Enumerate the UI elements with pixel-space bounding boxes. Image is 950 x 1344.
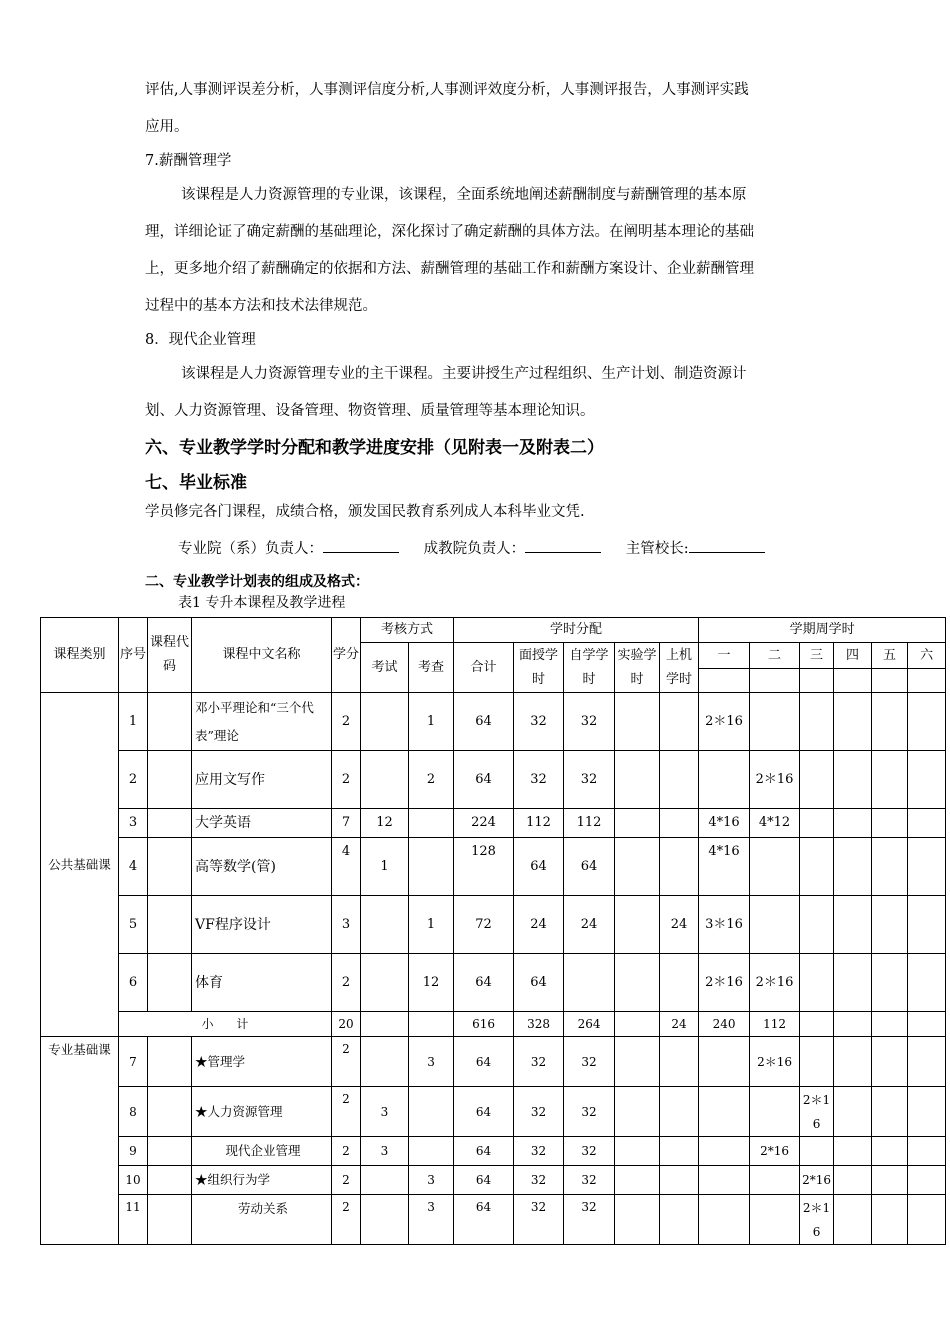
cell-term-1: 4*16 bbox=[699, 809, 750, 838]
cell-term-2 bbox=[750, 838, 800, 896]
cell-name: 应用文写作 bbox=[192, 751, 332, 809]
subtotal-total: 616 bbox=[454, 1012, 514, 1037]
cell-name: 邓小平理论和“三个代表”理论 bbox=[192, 693, 332, 751]
header-exam: 考试 bbox=[361, 643, 409, 693]
empty-cell bbox=[699, 1087, 750, 1137]
cell-computer: 24 bbox=[660, 896, 699, 954]
empty-cell bbox=[615, 1087, 660, 1137]
empty-cell bbox=[409, 1012, 454, 1037]
cell-check: 1 bbox=[409, 693, 454, 751]
empty-cell bbox=[800, 1012, 834, 1037]
empty-cell bbox=[908, 954, 946, 1012]
empty-cell bbox=[908, 1166, 946, 1195]
cell-term-2: 2＊16 bbox=[750, 1037, 800, 1087]
header-term-5: 五 bbox=[872, 643, 908, 669]
text-line: 理，详细论证了确定薪酬的基础理论，深化探讨了确定薪酬的具体方法。在阐明基本理论的基础 bbox=[145, 224, 754, 240]
header-lecture: 面授学时 bbox=[514, 643, 564, 693]
empty-cell bbox=[750, 669, 800, 693]
header-weekly: 学期周学时 bbox=[699, 618, 946, 643]
cell-term-2 bbox=[750, 1087, 800, 1137]
cell-total: 72 bbox=[454, 896, 514, 954]
empty-cell bbox=[908, 1137, 946, 1166]
cell-term-2: 2＊16 bbox=[750, 751, 800, 809]
cell-term-2 bbox=[750, 896, 800, 954]
cell-seq: 1 bbox=[119, 693, 148, 751]
cell-code bbox=[148, 1137, 192, 1166]
empty-cell bbox=[872, 954, 908, 1012]
empty-cell bbox=[800, 693, 834, 751]
cell-lecture: 32 bbox=[514, 1137, 564, 1166]
sig-college-label: 成教院负责人： bbox=[423, 541, 526, 557]
cell-exam bbox=[361, 896, 409, 954]
empty-cell bbox=[872, 896, 908, 954]
cell-check bbox=[409, 838, 454, 896]
cell-total: 64 bbox=[454, 1137, 514, 1166]
empty-cell bbox=[908, 669, 946, 693]
empty-cell bbox=[615, 1037, 660, 1087]
cell-name: 现代企业管理 bbox=[192, 1137, 332, 1166]
empty-cell bbox=[872, 751, 908, 809]
text-line: 该课程是人力资源管理的专业课，该课程，全面系统地阐述薪酬制度与薪酬管理的基本原 bbox=[181, 187, 747, 203]
empty-cell bbox=[834, 896, 872, 954]
text-line: 该课程是人力资源管理专业的主干课程。主要讲授生产过程组织、生产计划、制造资源计 bbox=[181, 366, 747, 382]
empty-cell bbox=[660, 1166, 699, 1195]
empty-cell bbox=[615, 1195, 660, 1245]
cell-check: 2 bbox=[409, 751, 454, 809]
cell-code bbox=[148, 1087, 192, 1137]
subtotal-term-1: 240 bbox=[699, 1012, 750, 1037]
cell-term-1: 4*16 bbox=[699, 838, 750, 896]
table-row bbox=[41, 809, 946, 838]
cell-computer bbox=[660, 693, 699, 751]
empty-cell bbox=[699, 1166, 750, 1195]
empty-cell bbox=[908, 809, 946, 838]
cell-lecture: 32 bbox=[514, 1195, 564, 1245]
cell-term-2 bbox=[750, 693, 800, 751]
table-row bbox=[41, 693, 946, 751]
empty-cell bbox=[834, 838, 872, 896]
empty-cell bbox=[800, 669, 834, 693]
cell-lecture: 24 bbox=[514, 896, 564, 954]
cell-seq: 9 bbox=[119, 1137, 148, 1166]
cell-code bbox=[148, 1195, 192, 1245]
cell-lab bbox=[615, 838, 660, 896]
cell-self: 32 bbox=[564, 1087, 615, 1137]
empty-cell bbox=[660, 1195, 699, 1245]
empty-cell bbox=[699, 1137, 750, 1166]
cell-code bbox=[148, 751, 192, 809]
empty-cell bbox=[908, 1012, 946, 1037]
empty-cell bbox=[908, 838, 946, 896]
cell-credit: 2 bbox=[332, 1087, 361, 1137]
text-line: 划、人力资源管理、设备管理、物资管理、质量管理等基本理论知识。 bbox=[145, 403, 595, 419]
header-code: 课程代码 bbox=[148, 618, 192, 693]
header-term-2: 二 bbox=[750, 643, 800, 669]
cell-lab bbox=[615, 751, 660, 809]
cell-credit: 2 bbox=[332, 693, 361, 751]
cell-check: 1 bbox=[409, 896, 454, 954]
empty-cell bbox=[834, 1012, 872, 1037]
cell-seq: 10 bbox=[119, 1166, 148, 1195]
header-term-4: 四 bbox=[834, 643, 872, 669]
cell-name: ★组织行为学 bbox=[192, 1166, 332, 1195]
empty-cell bbox=[908, 1037, 946, 1087]
empty-cell bbox=[908, 693, 946, 751]
cell-term-1: 2＊16 bbox=[699, 693, 750, 751]
cell-seq: 4 bbox=[119, 838, 148, 896]
header-assess: 考核方式 bbox=[361, 618, 454, 643]
empty-cell bbox=[872, 1166, 908, 1195]
cell-self: 32 bbox=[564, 1195, 615, 1245]
category-major: 专业基础课 bbox=[41, 1037, 119, 1245]
cell-lab bbox=[615, 693, 660, 751]
cell-credit: 4 bbox=[332, 838, 361, 896]
cell-total: 128 bbox=[454, 838, 514, 896]
cell-check: 12 bbox=[409, 954, 454, 1012]
empty-cell bbox=[872, 1037, 908, 1087]
empty-cell bbox=[699, 1037, 750, 1087]
cell-self: 32 bbox=[564, 1137, 615, 1166]
table-row bbox=[41, 751, 946, 809]
cell-check: 3 bbox=[409, 1195, 454, 1245]
category-public: 公共基础课 bbox=[41, 693, 119, 1037]
cell-term-3 bbox=[800, 1137, 834, 1166]
header-term-3: 三 bbox=[800, 643, 834, 669]
cell-exam bbox=[361, 1037, 409, 1087]
cell-lecture: 32 bbox=[514, 751, 564, 809]
empty-cell bbox=[800, 809, 834, 838]
cell-credit: 3 bbox=[332, 896, 361, 954]
cell-total: 64 bbox=[454, 954, 514, 1012]
cell-computer bbox=[660, 954, 699, 1012]
cell-code bbox=[148, 896, 192, 954]
sig-blank bbox=[689, 538, 765, 553]
cell-check: 3 bbox=[409, 1166, 454, 1195]
header-self: 自学学时 bbox=[564, 643, 615, 693]
cell-exam bbox=[361, 954, 409, 1012]
cell-lab bbox=[615, 896, 660, 954]
cell-check bbox=[409, 1087, 454, 1137]
cell-seq: 2 bbox=[119, 751, 148, 809]
subtotal-row bbox=[41, 1012, 946, 1037]
table-row bbox=[41, 1137, 946, 1166]
empty-cell bbox=[872, 1137, 908, 1166]
empty-cell bbox=[660, 1137, 699, 1166]
text-line: 上，更多地介绍了薪酬确定的依据和方法、薪酬管理的基础工作和薪酬方案设计、企业薪酬管理 bbox=[145, 261, 754, 277]
cell-credit: 2 bbox=[332, 751, 361, 809]
header-name: 课程中文名称 bbox=[192, 618, 332, 693]
empty-cell bbox=[800, 751, 834, 809]
empty-cell bbox=[872, 838, 908, 896]
cell-self: 64 bbox=[564, 838, 615, 896]
table-row bbox=[41, 1087, 946, 1137]
course-plan-table bbox=[40, 617, 946, 1245]
empty-cell bbox=[872, 1195, 908, 1245]
header-category: 课程类别 bbox=[41, 618, 119, 693]
text-line: 应用。 bbox=[145, 119, 189, 135]
subtotal-label: 小 计 bbox=[119, 1012, 332, 1037]
header-hours: 学时分配 bbox=[454, 618, 699, 643]
empty-cell bbox=[908, 896, 946, 954]
empty-cell bbox=[908, 751, 946, 809]
subtotal-credit: 20 bbox=[332, 1012, 361, 1037]
cell-self: 112 bbox=[564, 809, 615, 838]
table-caption: 表1 专升本课程及教学进程 bbox=[178, 595, 346, 611]
cell-term-2: 2＊16 bbox=[750, 954, 800, 1012]
cell-lecture: 64 bbox=[514, 954, 564, 1012]
subtotal-term-2: 112 bbox=[750, 1012, 800, 1037]
cell-term-1 bbox=[699, 751, 750, 809]
cell-term-2: 4*12 bbox=[750, 809, 800, 838]
cell-exam bbox=[361, 693, 409, 751]
cell-name: 体育 bbox=[192, 954, 332, 1012]
cell-term-1: 2＊16 bbox=[699, 954, 750, 1012]
cell-seq: 5 bbox=[119, 896, 148, 954]
empty-cell bbox=[834, 669, 872, 693]
cell-total: 64 bbox=[454, 1166, 514, 1195]
cell-credit: 2 bbox=[332, 1037, 361, 1087]
empty-cell bbox=[834, 751, 872, 809]
empty-cell bbox=[834, 809, 872, 838]
empty-cell bbox=[615, 1012, 660, 1037]
section-title-7: 7.薪酬管理学 bbox=[145, 153, 232, 169]
table-row bbox=[41, 1195, 946, 1245]
empty-cell bbox=[615, 1166, 660, 1195]
cell-seq: 8 bbox=[119, 1087, 148, 1137]
empty-cell bbox=[699, 669, 750, 693]
cell-code bbox=[148, 693, 192, 751]
empty-cell bbox=[872, 669, 908, 693]
section-title-8: 8．现代企业管理 bbox=[145, 332, 256, 348]
cell-code bbox=[148, 954, 192, 1012]
cell-exam: 12 bbox=[361, 809, 409, 838]
table-row bbox=[41, 896, 946, 954]
cell-seq: 3 bbox=[119, 809, 148, 838]
header-check: 考查 bbox=[409, 643, 454, 693]
cell-code bbox=[148, 838, 192, 896]
cell-credit: 2 bbox=[332, 1195, 361, 1245]
subtotal-lecture: 328 bbox=[514, 1012, 564, 1037]
cell-exam: 3 bbox=[361, 1137, 409, 1166]
cell-total: 64 bbox=[454, 1037, 514, 1087]
cell-check bbox=[409, 809, 454, 838]
cell-term-2 bbox=[750, 1166, 800, 1195]
header-lab: 实验学时 bbox=[615, 643, 660, 693]
cell-term-3 bbox=[800, 1037, 834, 1087]
cell-seq: 6 bbox=[119, 954, 148, 1012]
cell-term-2: 2*16 bbox=[750, 1137, 800, 1166]
cell-lecture: 64 bbox=[514, 838, 564, 896]
cell-self: 24 bbox=[564, 896, 615, 954]
sig-blank bbox=[323, 538, 399, 553]
empty-cell bbox=[699, 1195, 750, 1245]
cell-exam: 1 bbox=[361, 838, 409, 896]
cell-lecture: 32 bbox=[514, 1087, 564, 1137]
empty-cell bbox=[800, 838, 834, 896]
cell-seq: 7 bbox=[119, 1037, 148, 1087]
empty-cell bbox=[872, 809, 908, 838]
empty-cell bbox=[834, 1166, 872, 1195]
cell-check: 3 bbox=[409, 1037, 454, 1087]
sig-blank bbox=[525, 538, 601, 553]
empty-cell bbox=[660, 1087, 699, 1137]
cell-computer bbox=[660, 838, 699, 896]
cell-name: 高等数学(管) bbox=[192, 838, 332, 896]
cell-term-1: 3＊16 bbox=[699, 896, 750, 954]
heading-2: 二、专业教学计划表的组成及格式： bbox=[145, 574, 369, 590]
cell-total: 64 bbox=[454, 751, 514, 809]
cell-lecture: 112 bbox=[514, 809, 564, 838]
text-line: 评估,人事测评误差分析，人事测评信度分析,人事测评效度分析，人事测评报告，人事测评实践 bbox=[145, 82, 749, 98]
cell-exam bbox=[361, 1195, 409, 1245]
subtotal-self: 264 bbox=[564, 1012, 615, 1037]
empty-cell bbox=[872, 1012, 908, 1037]
cell-code bbox=[148, 1037, 192, 1087]
signature-line bbox=[178, 538, 883, 559]
cell-exam: 3 bbox=[361, 1087, 409, 1137]
heading-6: 六、专业教学学时分配和教学进度安排（见附表一及附表二） bbox=[145, 438, 604, 458]
cell-lab bbox=[615, 809, 660, 838]
header-term-1: 一 bbox=[699, 643, 750, 669]
empty-cell bbox=[834, 1087, 872, 1137]
empty-cell bbox=[872, 1087, 908, 1137]
cell-name: VF程序设计 bbox=[192, 896, 332, 954]
subtotal-computer: 24 bbox=[660, 1012, 699, 1037]
cell-term-2 bbox=[750, 1195, 800, 1245]
cell-credit: 2 bbox=[332, 1166, 361, 1195]
header-seq: 序号 bbox=[119, 618, 148, 693]
empty-cell bbox=[834, 1195, 872, 1245]
cell-self bbox=[564, 954, 615, 1012]
cell-self: 32 bbox=[564, 693, 615, 751]
cell-lab bbox=[615, 954, 660, 1012]
cell-name: 大学英语 bbox=[192, 809, 332, 838]
cell-term-3: 2＊16 bbox=[800, 1087, 834, 1137]
cell-self: 32 bbox=[564, 751, 615, 809]
empty-cell bbox=[615, 1137, 660, 1166]
table-row bbox=[41, 1166, 946, 1195]
cell-computer bbox=[660, 809, 699, 838]
cell-total: 224 bbox=[454, 809, 514, 838]
cell-name: ★人力资源管理 bbox=[192, 1087, 332, 1137]
header-term-6: 六 bbox=[908, 643, 946, 669]
header-computer: 上机学时 bbox=[660, 643, 699, 693]
sig-principal-label: 主管校长: bbox=[625, 541, 689, 557]
empty-cell bbox=[834, 954, 872, 1012]
empty-cell bbox=[361, 1012, 409, 1037]
header-credit: 学分 bbox=[332, 618, 361, 693]
cell-total: 64 bbox=[454, 693, 514, 751]
header-total: 合计 bbox=[454, 643, 514, 693]
cell-total: 64 bbox=[454, 1195, 514, 1245]
cell-seq: 11 bbox=[119, 1195, 148, 1245]
empty-cell bbox=[660, 1037, 699, 1087]
cell-credit: 2 bbox=[332, 954, 361, 1012]
empty-cell bbox=[834, 1137, 872, 1166]
cell-name: ★管理学 bbox=[192, 1037, 332, 1087]
empty-cell bbox=[834, 1037, 872, 1087]
cell-credit: 2 bbox=[332, 1137, 361, 1166]
empty-cell bbox=[908, 1087, 946, 1137]
cell-term-3: 2*16 bbox=[800, 1166, 834, 1195]
empty-cell bbox=[800, 954, 834, 1012]
empty-cell bbox=[834, 693, 872, 751]
cell-self: 32 bbox=[564, 1037, 615, 1087]
table-row bbox=[41, 1037, 946, 1087]
graduation-text: 学员修完各门课程，成绩合格，颁发国民教育系列成人本科毕业文凭. bbox=[145, 504, 585, 520]
table-row bbox=[41, 838, 946, 896]
cell-code bbox=[148, 809, 192, 838]
cell-exam bbox=[361, 751, 409, 809]
cell-name: 劳动关系 bbox=[192, 1195, 332, 1245]
empty-cell bbox=[800, 896, 834, 954]
cell-self: 32 bbox=[564, 1166, 615, 1195]
table-row bbox=[41, 954, 946, 1012]
cell-lecture: 32 bbox=[514, 693, 564, 751]
cell-credit: 7 bbox=[332, 809, 361, 838]
heading-7: 七、毕业标准 bbox=[145, 473, 247, 493]
sig-dept-label: 专业院（系）负责人： bbox=[178, 541, 323, 557]
cell-term-3: 2＊16 bbox=[800, 1195, 834, 1245]
cell-code bbox=[148, 1166, 192, 1195]
cell-total: 64 bbox=[454, 1087, 514, 1137]
cell-lecture: 32 bbox=[514, 1037, 564, 1087]
cell-check bbox=[409, 1137, 454, 1166]
cell-exam bbox=[361, 1166, 409, 1195]
cell-lecture: 32 bbox=[514, 1166, 564, 1195]
text-line: 过程中的基本方法和技术法律规范。 bbox=[145, 298, 377, 314]
empty-cell bbox=[872, 693, 908, 751]
empty-cell bbox=[908, 1195, 946, 1245]
cell-computer bbox=[660, 751, 699, 809]
